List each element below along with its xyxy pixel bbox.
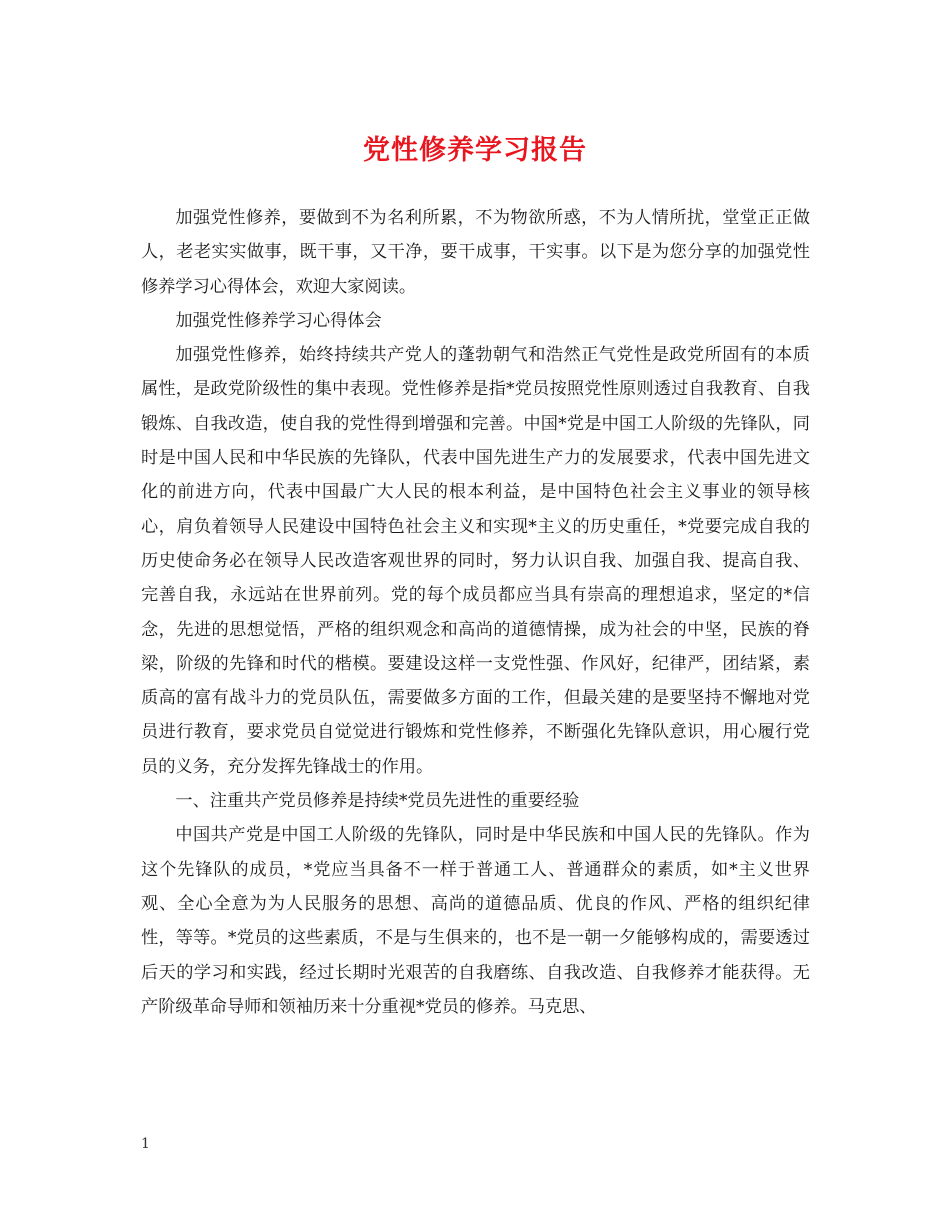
intro-paragraph: 加强党性修养，要做到不为名利所累，不为物欲所惑，不为人情所扰，堂堂正正做人，老老实实做事，既干事，又干净，要干成事，干实事。以下是为您分享的加强党性修养学习心得体会，欢迎大家阅读。 <box>141 208 810 297</box>
document-body <box>141 201 810 1024</box>
document-title: 党性修养学习报告 <box>363 135 587 166</box>
page-number: 1 <box>141 1136 150 1152</box>
body-paragraph: 中国共产党是中国工人阶级的先锋队，同时是中华民族和中国人民的先锋队。作为这个先锋队的成员，*党应当具备不一样于普通工人、普通群众的素质，如*主义世界观、全心全意为为人民服务的思想、高尚的道德品质、优良的作风、严格的组织纪律性，等等。*党员的这些素质，不是与生俱来的，也不是一朝一夕能够构成的，需要透过后天的学习和实践，经过长期时光艰苦的自我磨练、自我改造、自我修养才能获得。无产阶级革命导师和领袖历来十分重视*党员的修养。马克思、 <box>141 825 810 1017</box>
section-heading: 一、注重共产党员修养是持续*党员先进性的重要经验 <box>175 791 580 812</box>
section-heading: 加强党性修养学习心得体会 <box>175 310 382 331</box>
body-paragraph: 加强党性修养，始终持续共产党人的蓬勃朝气和浩然正气党性是政党所固有的本质属性，是政党阶级性的集中表现。党性修养是指*党员按照党性原则透过自我教育、自我锻炼、自我改造，使自我的党性得到增强和完善。中国*党是中国工人阶级的先锋队，同时是中国人民和中华民族的先锋队，代表中国先进生产力的发展要求，代表中国先进文化的前进方向，代表中国最广大人民的根本利益，是中国特色社会主义事业的领导核心，肩负着领导人民建设中国特色社会主义和实现*主义的历史重任，*党要完成自我的历史使命务必在领导人民改造客观世界的同时，努力认识自我、加强自我、提高自我、完善自我，永远站在世界前列。党的每个成员都应当具有崇高的理想追求，坚定的*信念，先进的思想觉悟，严格的组织观念和高尚的道德情操，成为社会的中坚，民族的脊梁，阶级的先锋和时代的楷模。要建设这样一支党性强、作风好，纪律严，团结紧，素质高的富有战斗力的党员队伍，需要做多方面的工作，但最关建的是要坚持不懈地对党员进行教育，要求党员自觉觉进行锻炼和党性修养，不断强化先锋队意识，用心履行党员的义务，充分发挥先锋战士的作用。 <box>141 345 810 777</box>
